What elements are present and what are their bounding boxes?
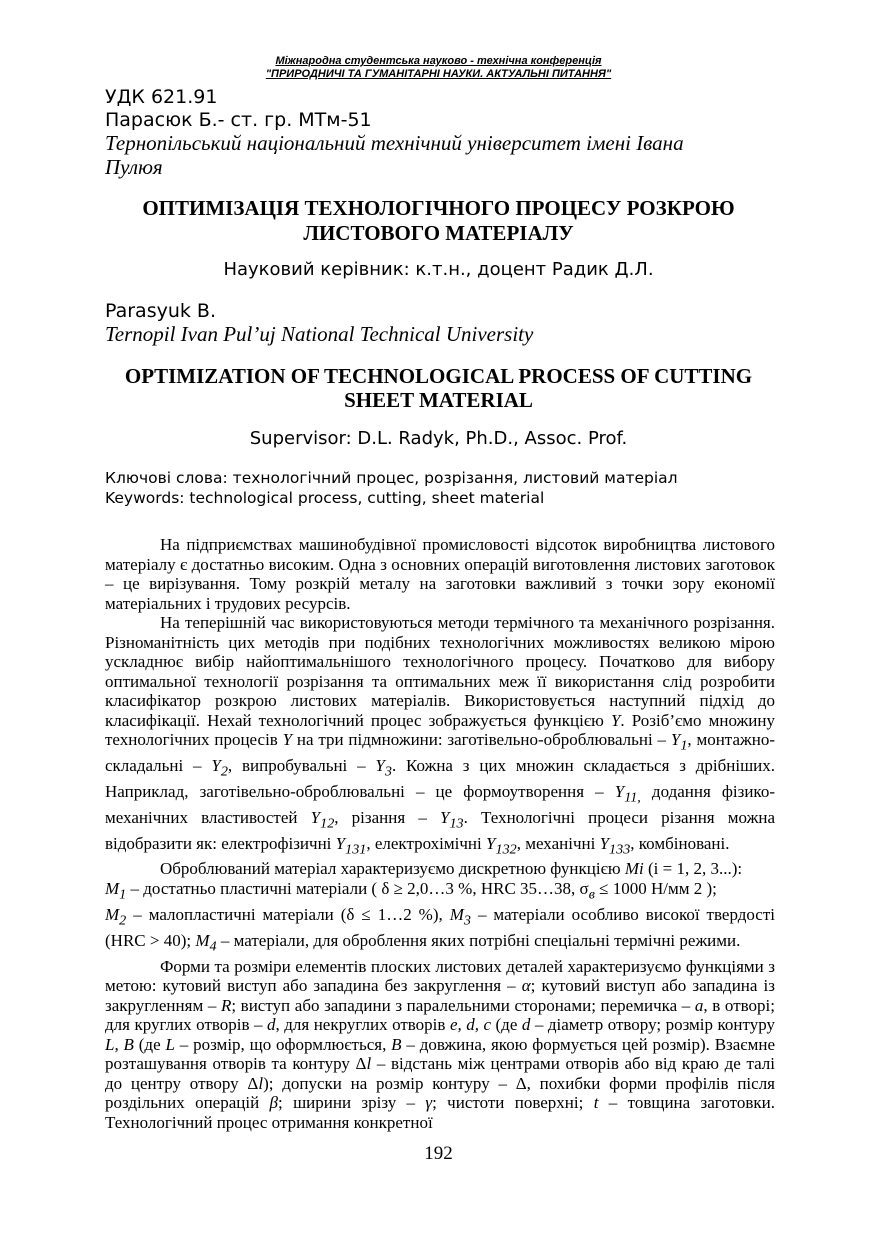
- paragraph-3-m2: $M_2$ – малопластичні матеріали (δ ≤ 1…2 %), $M_3$ – матеріали особливо високої твердості (HRC > 40); $M_4$ – матеріали, для оброблення яких потрібні спеціальні термічні режими.: [105, 904, 775, 955]
- conference-header-line2: "ПРИРОДНИЧІ ТА ГУМАНІТАРНІ НАУКИ. АКТУАЛЬНІ ПИТАННЯ": [265, 68, 612, 80]
- title-ua-line2: ЛИСТОВОГО МАТЕРІАЛУ: [303, 221, 574, 245]
- page-number: 192: [424, 1143, 453, 1164]
- title-en-line2: SHEET MATERIAL: [344, 388, 533, 412]
- author-en: Parasyuk B.: [105, 300, 217, 322]
- affiliation-ua-line1: Тернопільський національний технічний університет імені Івана: [105, 131, 684, 155]
- paragraph-1: На підприємствах машинобудівної промисловості відсоток виробництва листового матеріалу є достатньо високим. Одна з основних операцій виготовлення листових заготовок – це вирізування. Тому розкрій металу на заготовки важливий з точки зору економії матеріальних і трудових ресурсів.: [105, 535, 775, 613]
- paragraph-3: Оброблюваний матеріал характеризуємо дискретною функцією Mi (i = 1, 2, 3...):: [160, 859, 743, 879]
- affiliation-en: Ternopil Ivan Pul’uj National Technical University: [105, 322, 534, 346]
- title-en-line1: OPTIMIZATION OF TECHNOLOGICAL PROCESS OF CUTTING: [124, 364, 753, 388]
- paragraph-2: На теперішній час використовуються методи термічного та механічного розрізання. Різноманітність цих методів при подібних технологічних можливостях великою мірою ускладнює вибір найоптимальнішого технологічного процесу. Початково для вибору оптимальної технології розрізання та оптимальних меж її використання слід розробити класифікатор розкрою листових матеріалів. Використовується наступний підхід до класифікації. Нехай технологічний процес зображується функцією Y. Розіб’ємо множину технологічних процесів Y на три підмножини: заготівельно-оброблювальні – $Y_1$, монтажно-складальні – $Y_2$, випробувальні – $Y_3$. Кожна з цих множин складається з дрібніших. Наприклад, заготівельно-оброблювальні – це формоутворення – $Y_{11,}$ додання фізико-механічних властивостей $Y_{12}$, різання – $Y_{13}$. Технологічні процеси різання можна відобразити як: електрофізичні $Y_{131}$, електрохімічні $Y_{132}$, механічні $Y_{133}$, комбіновані.: [105, 613, 776, 857]
- author-ua: Парасюк Б.- ст. гр. МТм-51: [105, 109, 372, 131]
- keywords-en: Keywords: technological process, cutting, sheet material: [105, 489, 545, 507]
- conference-header-line1: Міжнародна студентська науково - технічна конференція: [275, 55, 602, 67]
- affiliation-ua-line2: Пулюя: [105, 155, 163, 179]
- udk-code: УДК 621.91: [105, 86, 218, 108]
- keywords-ua: Ключові слова: технологічний процес, розрізання, листовий матеріал: [105, 469, 678, 487]
- body-text: [105, 535, 775, 1132]
- paragraph-3-m1: $M_1$ – достатньо пластичні матеріали ( δ ≥ 2,0…3 %, HRC 35…38, $\sigma_в \le 1000$ Н/мм 2 );: [105, 878, 717, 903]
- supervisor-ua: Науковий керівник: к.т.н., доцент Радик Д.Л.: [223, 259, 654, 280]
- paragraph-4: Форми та розміри елементів плоских листових деталей характеризуємо функціями з метою: кутовий виступ або западина без закруглення – α; кутовий виступ або западина із закругленням – R; виступ або западини з паралельними сторонами; перемичка – a, в отворі; для круглих отворів – d, для некруглих отворів e, d, c (де d – діаметр отвору; розмір контуру L, B (де L – розмір, що оформлюється, B – довжина, якою формується цей розмір). Взаємне розташування отворів та контуру Δl – відстань між центрами отворів або від краю де талі до центру отвору Δl); допуски на розмір контуру – Δ, похибки форми профілів після роздільних операцій β; ширини зрізу – γ; чистоти поверхні; t – товщина заготовки. Технологічний процес отримання конкретної: [105, 956, 776, 1132]
- supervisor-en: Supervisor: D.L. Radyk, Ph.D., Assoc. Prof.: [249, 428, 628, 449]
- title-ua-line1: ОПТИМІЗАЦІЯ ТЕХНОЛОГІЧНОГО ПРОЦЕСУ РОЗКРОЮ: [142, 196, 735, 220]
